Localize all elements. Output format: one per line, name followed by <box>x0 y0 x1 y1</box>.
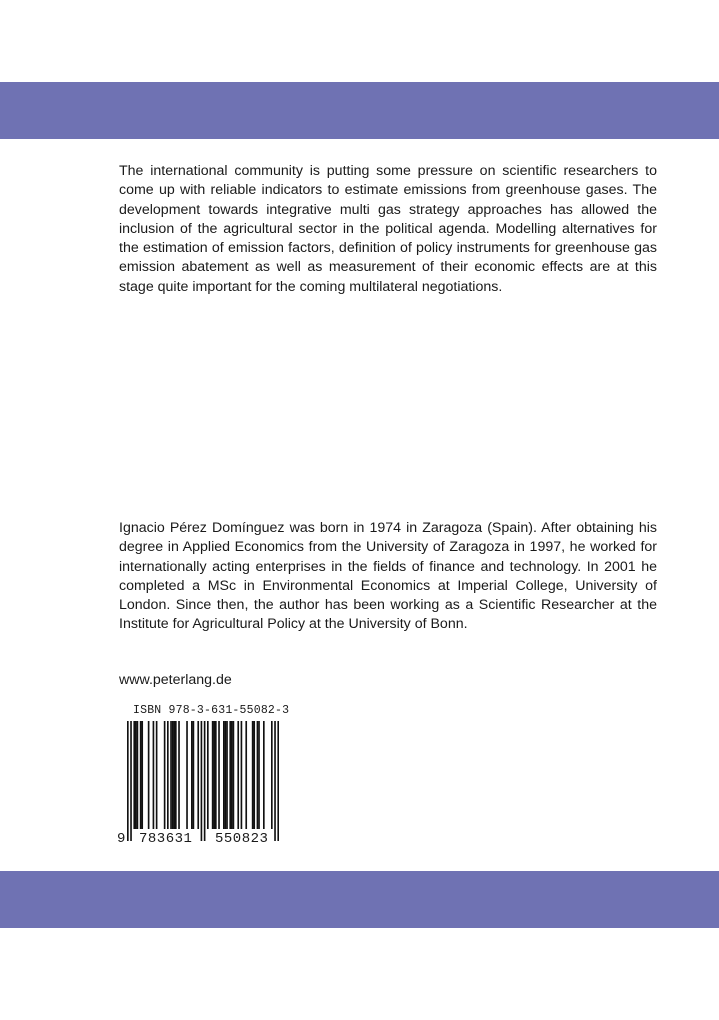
barcode-bar <box>178 721 180 829</box>
barcode-bar <box>137 721 139 829</box>
barcode-bars <box>127 721 279 841</box>
barcode-bar <box>193 721 195 829</box>
book-description: The international community is putting some pressure on scientific researchers to come up with reliable indicators to estimate emissions from greenhouse gases. The development towards integrative multi gas strategy approaches has allowed the inclusion of the agricultural sector in the political agenda. Modelling alternatives for the estimation of emission factors, definition of policy instruments for greenhouse gas emission abatement as well as measurement of their economic effects are at this stage quite important for the coming multilateral negotiations. <box>119 163 657 295</box>
barcode-bar <box>204 721 206 841</box>
barcode-bar <box>173 721 175 829</box>
barcode-bar <box>170 721 172 829</box>
barcode-digits-right: 550823 <box>215 831 269 847</box>
barcode-bar <box>252 721 254 829</box>
barcode-bar <box>133 721 135 829</box>
barcode-bar <box>197 721 199 829</box>
barcode-bar <box>141 721 143 829</box>
barcode-bar <box>271 721 273 829</box>
author-biography: Ignacio Pérez Domínguez was born in 1974 in Zaragoza (Spain). After obtaining his degree in Applied Economics from the University of Zaragoza in 1997, he worked for internationally acting enterprises in the fields of finance and technology. In 2001 he completed a MSc in Environmental Economics at Imperial College, University of London. Since then, the author has been working as a Scientific Researcher at the Institute for Agricultural Policy at the University of Bonn. <box>119 520 657 633</box>
top-color-band <box>0 82 719 139</box>
barcode-bar <box>201 721 203 841</box>
barcode-bar <box>274 721 276 841</box>
barcode-bar <box>186 721 188 829</box>
barcode-bar <box>253 721 255 829</box>
barcode-bar <box>140 721 142 829</box>
barcode-bar <box>245 721 247 829</box>
barcode-bar <box>175 721 177 829</box>
barcode-bar <box>263 721 265 829</box>
barcode-bar <box>225 721 227 829</box>
barcode-bar <box>277 721 279 841</box>
barcode-bar <box>215 721 217 829</box>
isbn-label: ISBN 978-3-631-55082-3 <box>133 704 290 717</box>
publisher-website-link[interactable]: www.peterlang.de <box>119 672 232 688</box>
barcode-bar <box>153 721 155 829</box>
barcode-bar <box>229 721 231 829</box>
barcode-bar <box>257 721 259 829</box>
barcode-bar <box>226 721 228 829</box>
barcode-bar <box>237 721 239 829</box>
barcode-digit-first: 9 <box>117 831 126 847</box>
barcode-bar <box>218 721 220 829</box>
barcode-bar <box>213 721 215 829</box>
barcode-bar <box>241 721 243 829</box>
barcode-bar <box>172 721 174 829</box>
barcode-bar <box>127 721 129 841</box>
barcode-bar <box>135 721 137 829</box>
barcode-bar <box>156 721 158 829</box>
barcode-bar <box>258 721 260 829</box>
barcode-bar <box>167 721 169 829</box>
barcode-bar <box>130 721 132 841</box>
barcode-bar <box>164 721 166 829</box>
barcode-bar <box>231 721 233 829</box>
barcode-digits-left: 783631 <box>139 831 193 847</box>
barcode-bar <box>212 721 214 829</box>
bottom-color-band <box>0 871 719 928</box>
barcode-bar <box>148 721 150 829</box>
barcode-bar <box>191 721 193 829</box>
barcode-bar <box>223 721 225 829</box>
barcode-bar <box>207 721 209 829</box>
barcode-bar <box>233 721 235 829</box>
